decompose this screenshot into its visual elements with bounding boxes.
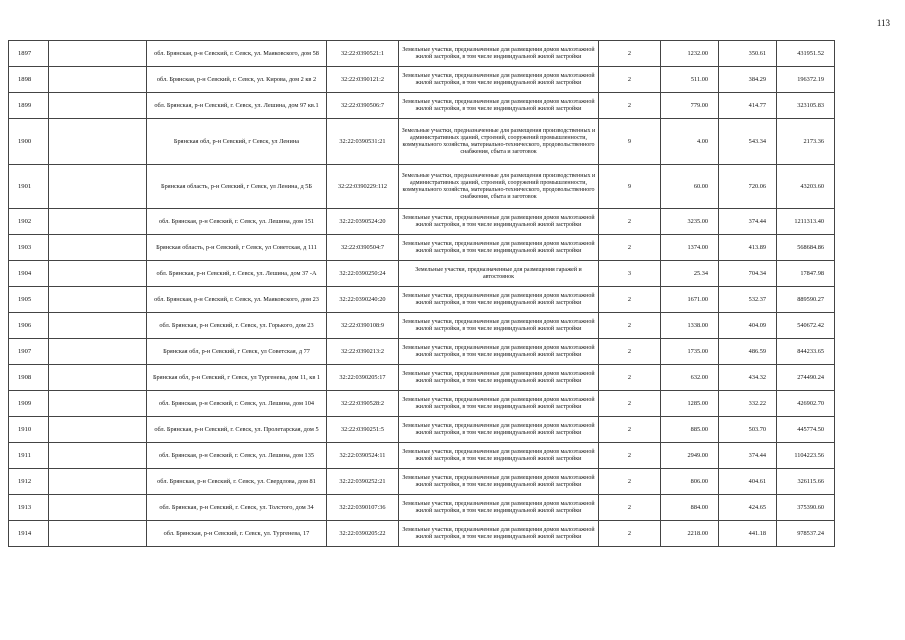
specific-value-cell: 543.34 (719, 119, 777, 165)
land-use-cell: Земельные участки, предназначенные для размещения домов малоэтажной жилой застройки, в том числе индивидуальной жилой застройки (399, 93, 599, 119)
table-row (9, 417, 897, 443)
cadastral-value-cell: 889590.27 (777, 287, 835, 313)
spacer-cell (49, 469, 147, 495)
address-cell: обл. Брянская, р-н Севский, г. Севск, ул. Маяковского, дом 23 (147, 287, 327, 313)
spacer-cell (49, 93, 147, 119)
cadastral-number-cell: 32:22:0390252:21 (327, 469, 399, 495)
cadastral-number-cell: 32:22:0390504:7 (327, 235, 399, 261)
specific-value-cell: 532.37 (719, 287, 777, 313)
area-cell: 60.00 (661, 165, 719, 209)
specific-value-cell: 486.59 (719, 339, 777, 365)
spacer-cell (49, 41, 147, 67)
spacer-cell (49, 67, 147, 93)
cadastral-value-cell: 431951.52 (777, 41, 835, 67)
table-row (9, 521, 897, 547)
row-number-cell: 1913 (9, 495, 49, 521)
address-cell: обл. Брянская, р-н Севский, г. Севск, ул. Лешина, дом 135 (147, 443, 327, 469)
area-cell: 4.00 (661, 119, 719, 165)
row-number-cell: 1908 (9, 365, 49, 391)
group-cell: 2 (599, 67, 661, 93)
group-cell: 2 (599, 443, 661, 469)
group-cell: 2 (599, 391, 661, 417)
address-cell: обл. Брянская, р-н Севский, г. Севск, ул. Лешина, дом 151 (147, 209, 327, 235)
row-number-cell: 1902 (9, 209, 49, 235)
table-row (9, 119, 897, 165)
area-cell: 511.00 (661, 67, 719, 93)
land-use-cell: Земельные участки, предназначенные для размещения домов малоэтажной жилой застройки, в том числе индивидуальной жилой застройки (399, 41, 599, 67)
cadastral-value-cell: 196372.19 (777, 67, 835, 93)
specific-value-cell: 404.09 (719, 313, 777, 339)
spacer-cell (49, 521, 147, 547)
area-cell: 632.00 (661, 365, 719, 391)
table-row (9, 93, 897, 119)
land-use-cell: Земельные участки, предназначенные для размещения домов малоэтажной жилой застройки, в том числе индивидуальной жилой застройки (399, 495, 599, 521)
land-use-cell: Земельные участки, предназначенные для размещения домов малоэтажной жилой застройки, в том числе индивидуальной жилой застройки (399, 469, 599, 495)
cadastral-number-cell: 32:22:0390240:20 (327, 287, 399, 313)
row-number-cell: 1904 (9, 261, 49, 287)
spacer-cell (49, 443, 147, 469)
cadastral-number-cell: 32:22:0390524:11 (327, 443, 399, 469)
table-row (9, 443, 897, 469)
table-row (9, 209, 897, 235)
land-use-cell: Земельные участки, предназначенные для размещения домов малоэтажной жилой застройки, в том числе индивидуальной жилой застройки (399, 313, 599, 339)
cadastral-value-cell: 326115.66 (777, 469, 835, 495)
spacer-cell (49, 261, 147, 287)
row-number-cell: 1905 (9, 287, 49, 313)
specific-value-cell: 704.34 (719, 261, 777, 287)
area-cell: 806.00 (661, 469, 719, 495)
address-cell: обл. Брянская, р-н Севский, г. Севск, ул. Тургенева, 17 (147, 521, 327, 547)
row-number-cell: 1897 (9, 41, 49, 67)
row-number-cell: 1903 (9, 235, 49, 261)
group-cell: 2 (599, 417, 661, 443)
row-number-cell: 1900 (9, 119, 49, 165)
land-use-cell: Земельные участки, предназначенные для размещения производственных и административных зданий, строений, сооружений промышленности, коммунального хозяйства, материально-технического, продовольственного снабжения, сбыта и заготовок (399, 165, 599, 209)
cadastral-value-cell: 445774.50 (777, 417, 835, 443)
spacer-cell (49, 209, 147, 235)
group-cell: 3 (599, 261, 661, 287)
specific-value-cell: 414.77 (719, 93, 777, 119)
cadastral-number-cell: 32:22:0390250:24 (327, 261, 399, 287)
address-cell: Брянская область, р-н Севский, г Севск, ул Советская, д 111 (147, 235, 327, 261)
address-cell: обл. Брянская, р-н Севский, г. Севск, ул. Лешина, дом 97 кв.1 (147, 93, 327, 119)
cadastral-value-cell: 375390.60 (777, 495, 835, 521)
specific-value-cell: 720.06 (719, 165, 777, 209)
address-cell: обл. Брянская, р-н Севский, г. Севск, ул. Лешина, дом 37 -А (147, 261, 327, 287)
specific-value-cell: 424.65 (719, 495, 777, 521)
specific-value-cell: 413.89 (719, 235, 777, 261)
specific-value-cell: 503.70 (719, 417, 777, 443)
table-row (9, 391, 897, 417)
cadastral-value-cell: 540672.42 (777, 313, 835, 339)
area-cell: 3235.00 (661, 209, 719, 235)
land-use-cell: Земельные участки, предназначенные для размещения домов малоэтажной жилой застройки, в том числе индивидуальной жилой застройки (399, 67, 599, 93)
address-cell: Брянская обл, р-н Севский, г Севск, ул Ленина (147, 119, 327, 165)
spacer-cell (49, 287, 147, 313)
specific-value-cell: 350.61 (719, 41, 777, 67)
cadastral-number-cell: 32:22:0390524:20 (327, 209, 399, 235)
group-cell: 2 (599, 339, 661, 365)
cadastral-value-cell: 844233.65 (777, 339, 835, 365)
land-use-cell: Земельные участки, предназначенные для размещения домов малоэтажной жилой застройки, в том числе индивидуальной жилой застройки (399, 391, 599, 417)
table-row (9, 165, 897, 209)
spacer-cell (49, 235, 147, 261)
table-body (9, 41, 897, 547)
cadastral-value-cell: 1104223.56 (777, 443, 835, 469)
address-cell: обл. Брянская, р-н Севский, г. Севск, ул. Толстого, дом 34 (147, 495, 327, 521)
specific-value-cell: 384.29 (719, 67, 777, 93)
cadastral-number-cell: 32:22:0390205:17 (327, 365, 399, 391)
row-number-cell: 1911 (9, 443, 49, 469)
land-use-cell: Земельные участки, предназначенные для размещения домов малоэтажной жилой застройки, в том числе индивидуальной жилой застройки (399, 209, 599, 235)
area-cell: 1285.00 (661, 391, 719, 417)
row-number-cell: 1912 (9, 469, 49, 495)
area-cell: 779.00 (661, 93, 719, 119)
cadastral-number-cell: 32:22:0390528:2 (327, 391, 399, 417)
area-cell: 1735.00 (661, 339, 719, 365)
table-row (9, 67, 897, 93)
area-cell: 884.00 (661, 495, 719, 521)
row-number-cell: 1910 (9, 417, 49, 443)
row-number-cell: 1909 (9, 391, 49, 417)
cadastral-value-cell: 323105.83 (777, 93, 835, 119)
group-cell: 2 (599, 93, 661, 119)
land-use-cell: Земельные участки, предназначенные для размещения домов малоэтажной жилой застройки, в том числе индивидуальной жилой застройки (399, 365, 599, 391)
table-row (9, 339, 897, 365)
spacer-cell (49, 495, 147, 521)
land-use-cell: Земельные участки, предназначенные для размещения домов малоэтажной жилой застройки, в том числе индивидуальной жилой застройки (399, 235, 599, 261)
row-number-cell: 1899 (9, 93, 49, 119)
area-cell: 25.34 (661, 261, 719, 287)
table-row (9, 261, 897, 287)
row-number-cell: 1907 (9, 339, 49, 365)
cadastral-number-cell: 32:22:0390108:9 (327, 313, 399, 339)
group-cell: 2 (599, 287, 661, 313)
group-cell: 9 (599, 165, 661, 209)
cadastral-value-table (8, 40, 897, 547)
cadastral-value-cell: 426902.70 (777, 391, 835, 417)
cadastral-number-cell: 32:22:0390251:5 (327, 417, 399, 443)
address-cell: обл. Брянская, р-н Севский, г. Севск, ул. Кирова, дом 2 кв 2 (147, 67, 327, 93)
area-cell: 1338.00 (661, 313, 719, 339)
cadastral-number-cell: 32:22:0390205:22 (327, 521, 399, 547)
cadastral-value-cell: 43203.60 (777, 165, 835, 209)
spacer-cell (49, 313, 147, 339)
land-use-cell: Земельные участки, предназначенные для размещения производственных и административных зданий, строений, сооружений промышленности, коммунального хозяйства, материально-технического, продовольственного снабжения, сбыта и заготовок (399, 119, 599, 165)
cadastral-value-cell: 568684.86 (777, 235, 835, 261)
address-cell: обл. Брянская, р-н Севский, г. Севск, ул. Маяковского, дом 58 (147, 41, 327, 67)
cadastral-number-cell: 32:22:0390531:21 (327, 119, 399, 165)
cadastral-number-cell: 32:22:0390229:112 (327, 165, 399, 209)
cadastral-number-cell: 32:22:0390121:2 (327, 67, 399, 93)
row-number-cell: 1898 (9, 67, 49, 93)
specific-value-cell: 374.44 (719, 443, 777, 469)
group-cell: 2 (599, 209, 661, 235)
land-use-cell: Земельные участки, предназначенные для размещения домов малоэтажной жилой застройки, в том числе индивидуальной жилой застройки (399, 417, 599, 443)
specific-value-cell: 434.32 (719, 365, 777, 391)
table-row (9, 365, 897, 391)
table-row (9, 41, 897, 67)
spacer-cell (49, 365, 147, 391)
address-cell: обл. Брянская, р-н Севский, г. Севск, ул. Горького, дом 23 (147, 313, 327, 339)
spacer-cell (49, 339, 147, 365)
cadastral-number-cell: 32:22:0390213:2 (327, 339, 399, 365)
cadastral-value-cell: 2173.36 (777, 119, 835, 165)
cadastral-value-cell: 1211313.40 (777, 209, 835, 235)
area-cell: 2218.00 (661, 521, 719, 547)
group-cell: 2 (599, 495, 661, 521)
row-number-cell: 1901 (9, 165, 49, 209)
table-row (9, 495, 897, 521)
area-cell: 1374.00 (661, 235, 719, 261)
land-use-cell: Земельные участки, предназначенные для размещения домов малоэтажной жилой застройки, в том числе индивидуальной жилой застройки (399, 339, 599, 365)
cadastral-number-cell: 32:22:0390107:36 (327, 495, 399, 521)
group-cell: 2 (599, 313, 661, 339)
cadastral-value-cell: 978537.24 (777, 521, 835, 547)
land-use-cell: Земельные участки, предназначенные для размещения гаражей и автостоянок (399, 261, 599, 287)
land-use-cell: Земельные участки, предназначенные для размещения домов малоэтажной жилой застройки, в том числе индивидуальной жилой застройки (399, 287, 599, 313)
cadastral-value-cell: 274490.24 (777, 365, 835, 391)
address-cell: обл. Брянская, р-н Севский, г. Севск, ул. Лешина, дом 104 (147, 391, 327, 417)
specific-value-cell: 374.44 (719, 209, 777, 235)
page-number: 113 (876, 18, 890, 28)
group-cell: 2 (599, 41, 661, 67)
table-row (9, 313, 897, 339)
cadastral-number-cell: 32:22:0390521:1 (327, 41, 399, 67)
table-row (9, 235, 897, 261)
spacer-cell (49, 165, 147, 209)
address-cell: обл. Брянская, р-н Севский, г. Севск, ул. Пролетарская, дом 5 (147, 417, 327, 443)
address-cell: Брянская область, р-н Севский, г Севск, ул Ленина, д 5Б (147, 165, 327, 209)
area-cell: 1232.00 (661, 41, 719, 67)
area-cell: 885.00 (661, 417, 719, 443)
address-cell: Брянская обл, р-н Севский, г Севск, ул Тургенева, дом 11, кв 1 (147, 365, 327, 391)
row-number-cell: 1914 (9, 521, 49, 547)
spacer-cell (49, 391, 147, 417)
cadastral-value-cell: 17847.98 (777, 261, 835, 287)
spacer-cell (49, 119, 147, 165)
row-number-cell: 1906 (9, 313, 49, 339)
table-row (9, 469, 897, 495)
group-cell: 2 (599, 469, 661, 495)
group-cell: 2 (599, 235, 661, 261)
land-use-cell: Земельные участки, предназначенные для размещения домов малоэтажной жилой застройки, в том числе индивидуальной жилой застройки (399, 521, 599, 547)
group-cell: 2 (599, 521, 661, 547)
group-cell: 9 (599, 119, 661, 165)
address-cell: обл. Брянская, р-н Севский, г. Севск, ул. Свердлова, дом 81 (147, 469, 327, 495)
group-cell: 2 (599, 365, 661, 391)
area-cell: 2949.00 (661, 443, 719, 469)
specific-value-cell: 332.22 (719, 391, 777, 417)
specific-value-cell: 441.18 (719, 521, 777, 547)
address-cell: Брянская обл, р-н Севский, г Севск, ул Советская, д 77 (147, 339, 327, 365)
table-row (9, 287, 897, 313)
spacer-cell (49, 417, 147, 443)
area-cell: 1671.00 (661, 287, 719, 313)
land-use-cell: Земельные участки, предназначенные для размещения домов малоэтажной жилой застройки, в том числе индивидуальной жилой застройки (399, 443, 599, 469)
cadastral-number-cell: 32:22:0390506:7 (327, 93, 399, 119)
specific-value-cell: 404.61 (719, 469, 777, 495)
